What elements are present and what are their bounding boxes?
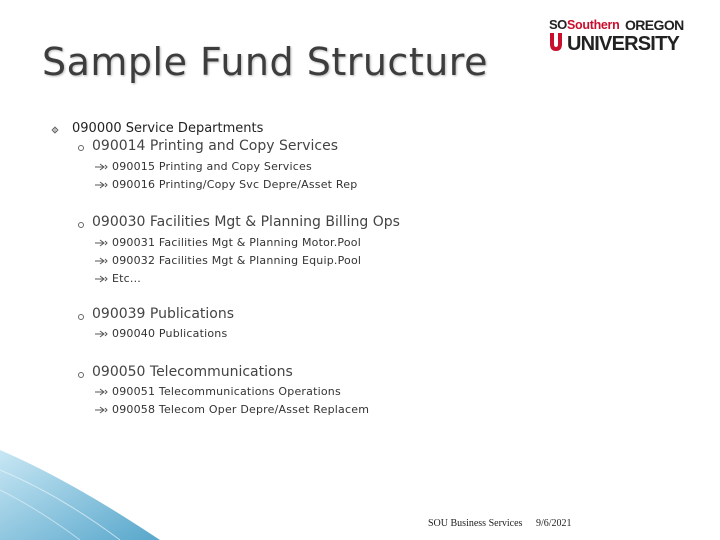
arrow-bullet-icon [94, 180, 108, 190]
list-item: 090058 Telecom Oper Depre/Asset Replacem [112, 403, 370, 416]
list-item: 090040 Publications [112, 327, 228, 340]
top-level-item: 090000 Service Departments [72, 121, 264, 136]
group-label: 090014 Printing and Copy Services [92, 138, 338, 154]
circle-bullet-icon [78, 145, 84, 151]
list-item: 090016 Printing/Copy Svc Depre/Asset Rep [112, 178, 358, 191]
slide-title: Sample Fund Structure [42, 40, 488, 84]
arrow-bullet-icon [94, 329, 108, 339]
group-label: 090039 Publications [92, 306, 235, 322]
arrow-bullet-icon [94, 387, 108, 397]
logo-u-icon [549, 32, 563, 52]
circle-bullet-icon [78, 372, 84, 378]
list-item: 090051 Telecommunications Operations [112, 385, 341, 398]
arrow-bullet-icon [94, 238, 108, 248]
arrow-bullet-icon [94, 274, 108, 284]
circle-bullet-icon [78, 314, 84, 320]
footer-date: 9/6/2021 [536, 518, 572, 529]
list-item: 090032 Facilities Mgt & Planning Equip.Pool [112, 254, 362, 267]
list-item: 090031 Facilities Mgt & Planning Motor.Pool [112, 236, 361, 249]
logo-oregon: OREGON [625, 17, 684, 33]
list-item: 090015 Printing and Copy Services [112, 160, 312, 173]
group-label: 090050 Telecommunications [92, 364, 293, 380]
footer-org: SOU Business Services [428, 518, 523, 529]
diamond-bullet-icon [50, 125, 60, 135]
university-logo [547, 16, 684, 62]
list-item: Etc... [112, 272, 142, 285]
circle-bullet-icon [78, 222, 84, 228]
logo-so: SO [549, 17, 567, 32]
logo-university: UNIVERSITY [567, 33, 680, 55]
decorative-swoosh [0, 440, 160, 540]
group-label: 090030 Facilities Mgt & Planning Billing Ops [92, 214, 400, 230]
logo-southern: Southern [567, 18, 620, 32]
arrow-bullet-icon [94, 405, 108, 415]
arrow-bullet-icon [94, 162, 108, 172]
arrow-bullet-icon [94, 256, 108, 266]
